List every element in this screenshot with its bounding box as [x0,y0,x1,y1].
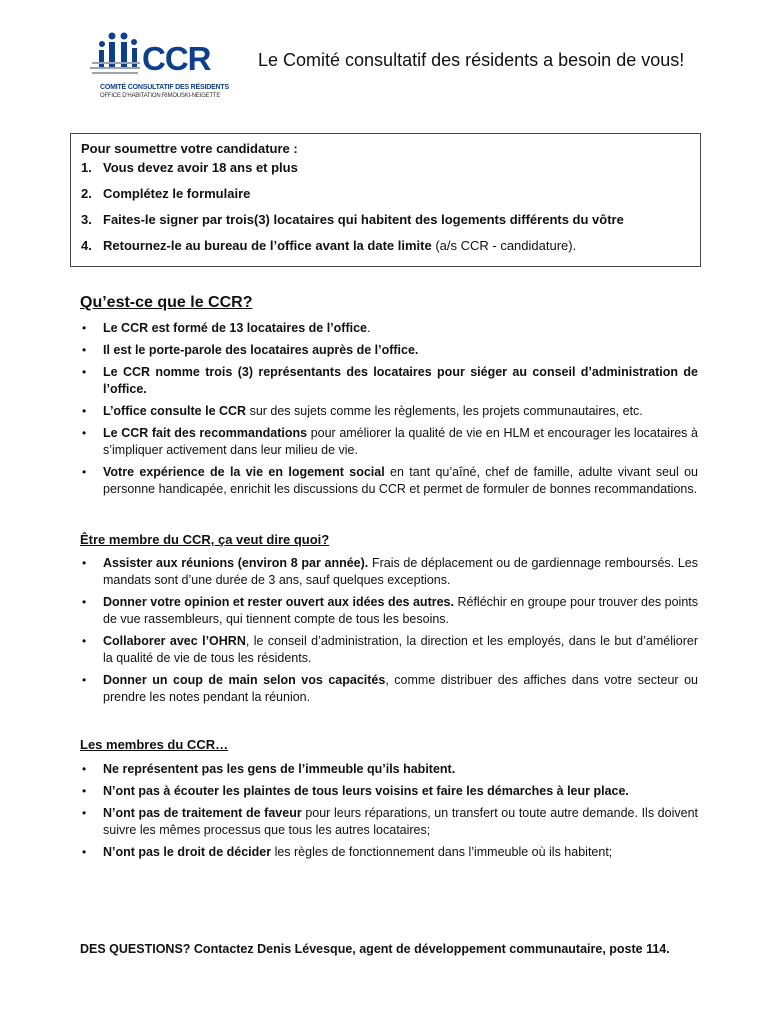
item-bold-text: Donner votre opinion et rester ouvert aux idées des autres. [103,595,454,609]
list-item [80,464,698,498]
item-bold-text: N’ont pas de traitement de faveur [103,806,302,820]
membership-list [80,555,698,706]
list-item [80,342,698,359]
contact-footer: DES QUESTIONS? Contactez Denis Lévesque, agent de développement communautaire, poste 114. [80,942,670,956]
section-title-members: Les membres du CCR… [80,737,229,752]
step-number: 4. [81,238,92,253]
application-steps [81,160,690,264]
section-title-what-is-ccr: Qu’est-ce que le CCR? [80,294,253,311]
step-number: 2. [81,186,92,201]
item-bold-text: N’ont pas le droit de décider [103,845,272,859]
bullet-icon: • [82,465,87,479]
list-item [80,555,698,589]
bullet-icon: • [82,806,87,820]
list-item [80,403,698,420]
item-bold-text: Ne représentent pas les gens de l’immeuble qu’ils habitent. [103,762,456,776]
logo-wordmark: CCR [142,40,211,77]
bullet-icon: • [82,343,87,357]
list-item [80,783,698,800]
item-text: Frais de déplacement ou de gardiennage remboursés. Les mandats sont d’une durée de 3 ans, sauf quelques exceptions. [103,556,698,587]
what-is-ccr-list [80,320,698,498]
step-text: Faites-le signer par trois(3) locataires qui habitent des logements différents du vôtre [103,212,624,227]
item-text: Réfléchir en groupe pour trouver des points de vue rassembleurs, qui tiennent compte de tous les besoins. [103,595,699,626]
item-text: en tant qu’aîné, chef de famille, adulte vivant seul ou personne handicapée, enrichit les discussions du CCR et permet de formuler de bonnes recommandations. [103,465,698,496]
item-bold-text: Assister aux réunions (environ 8 par année). [103,556,369,570]
bullet-icon: • [82,321,87,335]
list-item [80,805,698,839]
item-text: . [366,321,371,335]
item-bold-text: Le CCR nomme trois (3) représentants des locataires pour siéger au conseil d’administration de l’office. [103,365,698,396]
step-text: Retournez-le au bureau de l’office avant la date limite [103,238,432,253]
application-step [81,160,690,186]
item-bold-text: Votre expérience de la vie en logement social [103,465,385,479]
section-title-membership: Être membre du CCR, ça veut dire quoi? [80,532,330,547]
item-text: pour leurs réparations, un transfert ou toute autre demande. Ils doivent suivre les mêmes processus que tous les autres locataires; [103,806,698,837]
bullet-icon: • [82,634,87,648]
list-item [80,425,698,459]
bullet-icon: • [82,404,87,418]
application-title: Pour soumettre votre candidature : [81,141,298,156]
ccr-logo [90,30,229,102]
application-step [81,212,690,238]
item-bold-text: Le CCR fait des recommandations [103,426,308,440]
bullet-icon: • [82,673,87,687]
item-text: sur des sujets comme les règlements, les projets communautaires, etc. [246,404,643,418]
step-number: 3. [81,212,92,227]
list-item [80,633,698,667]
step-text: Vous devez avoir 18 ans et plus [103,160,298,175]
item-bold-text: Le CCR est formé de 13 locataires de l’office [103,321,367,335]
item-bold-text: L’office consulte le CCR [103,404,247,418]
bullet-icon: • [82,845,87,859]
bullet-icon: • [82,556,87,570]
list-item [80,364,698,398]
list-item [80,761,698,778]
application-box [70,133,701,267]
bullet-icon: • [82,784,87,798]
logo-subtitle: COMITÉ CONSULTATIF DES RÉSIDENTS [100,84,229,91]
item-bold-text: Collaborer avec l’OHRN [103,634,246,648]
step-note: (a/s CCR - candidature). [431,238,577,253]
bullet-icon: • [82,365,87,379]
bullet-icon: • [82,426,87,440]
item-bold-text: Donner un coup de main selon vos capacités [103,673,386,687]
item-text: pour améliorer la qualité de vie en HLM et encourager les locataires à s’impliquer activement dans leur milieu de vie. [103,426,698,457]
item-bold-text: Il est le porte-parole des locataires auprès de l’office. [103,343,419,357]
bullet-icon: • [82,762,87,776]
application-step [81,238,690,264]
application-step [81,186,690,212]
page-headline: Le Comité consultatif des résidents a besoin de vous! [258,50,685,70]
item-text: , comme distribuer des affiches dans votre secteur ou prendre les notes pendant la réunion. [103,673,698,704]
list-item [80,594,698,628]
list-item [80,320,698,337]
item-text: , le conseil d’administration, la direction et les employés, dans le but d’améliorer la qualité de vie de tous les résidents. [103,634,698,665]
step-text: Complétez le formulaire [103,186,251,201]
item-text: les règles de fonctionnement dans l’immeuble où ils habitent; [271,845,613,859]
members-list [80,761,698,861]
list-item [80,844,698,861]
bullet-icon: • [82,595,87,609]
logo-subtitle-office: OFFICE D'HABITATION RIMOUSKI-NEIGETTE [100,93,221,99]
residents-figures-icon [90,30,142,82]
step-number: 1. [81,160,92,175]
list-item [80,672,698,706]
item-bold-text: N’ont pas à écouter les plaintes de tous leurs voisins et faire les démarches à leur place. [103,784,629,798]
